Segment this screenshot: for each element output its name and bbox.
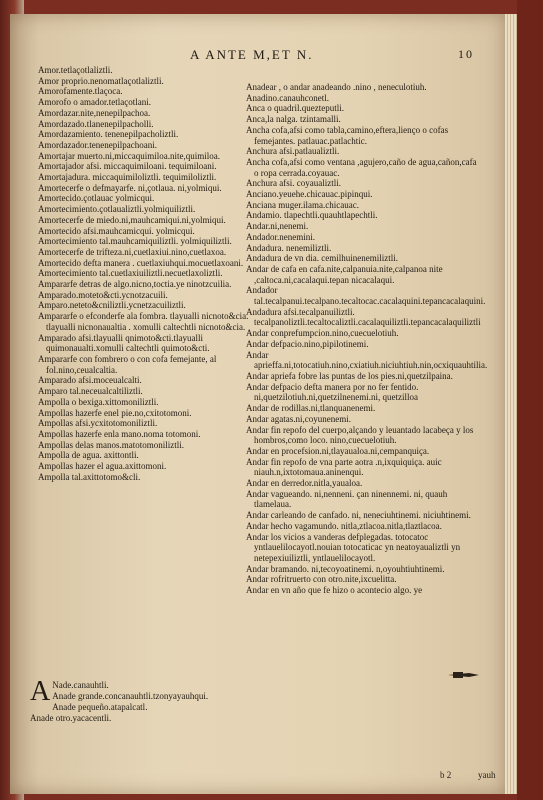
dictionary-entry: Amordazador.tenenepilpachoani. (38, 139, 157, 150)
dictionary-entry: Ampolla de agua. axittontli. (38, 450, 139, 461)
dictionary-entry: Amortecimiento tal.cuetlaxiuiliztli.necuetlaxoliztli. (38, 268, 223, 279)
dictionary-entry: Andar carleando de canfado. ni, neneciuhtinemi. niciuhtinemi. (246, 510, 471, 521)
pointing-hand-icon (447, 670, 481, 680)
dictionary-entry: Andar en procefsion.ni,tlayaualoa.ni,cempanquiça. (246, 445, 430, 456)
dictionary-entry: Amortecido afsi.mauhcamicqui. yolmicqui. (38, 225, 195, 236)
dictionary-entry: Andar en vn año que fe hizo o acontecio algo. ye (246, 585, 423, 596)
dictionary-entry: Andar.ni,nenemi. (246, 221, 309, 232)
dictionary-entry: Amortajadura. miccaquimiloliztli. tequimiloliztli. (38, 172, 217, 183)
dictionary-entry: Anade pequeño.atapalcatl. (52, 702, 148, 712)
dictionary-entry: Amortecerfe o defmayarfe. ni,çotlaua. ni,yolmiqui. (38, 182, 222, 193)
dictionary-entry: Amortecido defta manera . cuetlaxiuhqui.mocuetlaxoani. (38, 257, 244, 268)
dictionary-entry: Andadura afsi.tecalpanuiliztli. tecalpanoliztli.tecaltocaliztli.cacalaquiliztli.tepancacalaquiliztli (246, 306, 481, 328)
dictionary-entry: Amor proprio.nenomatlaçotlaliztli. (38, 75, 164, 86)
dictionary-entry: Amordazamiento. tenenepilpacholiztli. (38, 129, 179, 140)
dictionary-entry: Ampararfe con fombrero o con cofa femejante, al fol.nino,ceualcaltia. (38, 353, 217, 375)
dictionary-entry: Andamio. tlapechtli.quauhtlapechtli. (246, 210, 378, 221)
dictionary-entry: Amordazado.tlanenepilpacholli. (38, 118, 154, 129)
dictionary-entry: Anchura afsi.patlaualiztli. (246, 146, 340, 157)
dictionary-entry: Ampararfe o efconderfe ala fombra. tlayualli nicnoto&cia. tlayualli nicnonaualtia . xomulli caltechtli nicnoto&cia. (38, 311, 249, 332)
dictionary-entry: Amparado afsi.tlayualli qnimoto&cti.tlayualli quimonaualti.xomulli caltechtli quimoto&cti. (38, 332, 210, 354)
dictionary-entry: Amordazar.nite,nenepilpachoa. (38, 107, 151, 118)
dictionary-entry: Andar rofritruerto con otro.nite,ixcuelitta. (246, 574, 397, 585)
dictionary-entry: Ampollas hazer el agua.axittomoni. (38, 461, 167, 472)
dictionary-entry: Amorofamente.tlaçoca. (38, 86, 123, 97)
dictionary-entry: Ampollas afsi.ycxitotomoniliztli. (38, 418, 158, 429)
book-cover-edge (517, 0, 543, 800)
dictionary-entry: Andar apriefa fobre las puntas de los pies.ni,quetzilpaina. (246, 370, 453, 381)
dictionary-entry: Ampolla o bexiga.xittomoniliztli. (38, 396, 159, 407)
dictionary-entry: Anade otro.yacacentli. (30, 713, 112, 723)
dictionary-entry: Andar vagueando. ni,nenneni. çan ninennemi. ni, quauh tlamelaua. (246, 488, 448, 510)
dictionary-entry: Amortecimiento.çotlaualiztli.yolmiquiliztli. (38, 204, 196, 215)
dictionary-entry: Amparo.neteto&cniliztli.ycnetzacuiliztli. (38, 300, 186, 311)
dictionary-entry: Andar en derredor.nitla,yaualoa. (246, 478, 363, 489)
dictionary-entry: Andar de rodillas.ni,tlanquanenemi. (246, 403, 376, 414)
dictionary-entry: Andador.nenemini. (246, 231, 315, 242)
right-column (246, 82, 488, 596)
section-a-anade (30, 676, 268, 724)
drop-section-lines (30, 676, 268, 724)
dictionary-entry: Amorofo o amador.tetlaçotlani. (38, 97, 151, 108)
dictionary-entry: Amortajador afsi. miccaquimiloani. tequimiloani. (38, 161, 217, 172)
dictionary-entry: Ampollas hazerfe enla mano.noma totomoni. (38, 428, 201, 439)
dictionary-entry: Anadino.canauhconetl. (246, 92, 329, 103)
dictionary-entry: Andar defpacio.nino,pipilotinemi. (246, 338, 369, 349)
dictionary-entry: Andar hecho vagamundo. nitla,ztlacoa.nitla,tlaztlacoa. (246, 520, 442, 531)
dictionary-entry: Amortecido.çotlauac yolmicqui. (38, 193, 155, 204)
dictionary-entry: Anadear , o andar anadeando .nino , neneculotiuh. (246, 82, 427, 92)
running-title: A ANTE M,ET N. (190, 47, 314, 62)
dictionary-entry: Amortecimiento tal.mauhcamiquiliztli. yolmiquiliztli. (38, 236, 232, 247)
dictionary-entry: Amparo tal.neceualcaltiliztli. (38, 386, 143, 397)
dictionary-entry: Amortajar muerto.ni,miccaquimiloa.nite,quimiloa. (38, 150, 220, 161)
dictionary-entry: Andador tal.tecalpanui.tecalpano.tecaltocac.cacalaquini.tepancacalaquini. (246, 285, 486, 307)
dictionary-entry: Anca o quadril.quezteputli. (246, 103, 344, 114)
page-number: 10 (458, 47, 474, 61)
dictionary-entry: Andadura de vn dia. cemilhuinenemiliztli. (246, 253, 398, 264)
page-edges (505, 14, 517, 794)
dictionary-entry: Anade grande.concanauhtli.tzonyayauhqui. (52, 691, 209, 701)
dictionary-entry: Anciano.yeuehe.chicauac.pipinqui. (246, 189, 373, 200)
dictionary-entry: Andar bramando. ni,tecoyoatinemi. n,oyouhtiuhtinemi. (246, 563, 445, 574)
dictionary-entry: Amortecerfe de trifteza.ni,cuetlaxiui.nino,cuetlaxoa. (38, 246, 227, 257)
dictionary-entry: Andadura. nenemiliztli. (246, 242, 332, 253)
dictionary-entry: Ancha cofa,afsi como tabla,camino,eftera,lienço o cofas femejantes. patlauac.patlachtic. (246, 124, 449, 146)
dictionary-entry: Amortecerfe de miedo.ni,mauhcamiqui.ni,yolmiqui. (38, 214, 226, 225)
dictionary-entry: Nade.canauhtli. (52, 680, 109, 690)
dictionary-entry: Andar de cafa en cafa.nite,calpanuia.nite,calpanoa nite ,caltoca.ni,cacalaqui.tepan nicacalaqui. (246, 263, 443, 285)
dictionary-entry: Andar aprieffa.ni,totocatiuh.nino,cxiatiuh.niciuhtiuh.nin,ocxiquauhtilia. (246, 349, 488, 371)
dictionary-entry: Andar fin repofo del cuerpo,alçando y leuantado lacabeça y los hombros,como loco. nino,cuecuelotiuh. (246, 424, 474, 446)
dictionary-entry: Andar conprefumpcion.nino,cuecuelotiuh. (246, 328, 399, 339)
dictionary-entry: Andar los vicios a vanderas defplegadas. totocatoc yntlauelilocayotl.nouian totocaticac yn neatoyaualiztli yn netepexiuiliztli, yntlauelilocayotl. (246, 531, 461, 563)
dictionary-entry: Ampollas delas manos.matotomoniliztli. (38, 439, 184, 450)
catchword: yauh (478, 770, 496, 780)
dictionary-entry: Anciana muger.ilama.chicauac. (246, 199, 359, 210)
drop-cap: A (30, 676, 51, 707)
dictionary-entry: Amparado.moteto&cti.ycnotzacuili. (38, 289, 168, 300)
dictionary-entry: Andar defpacio defta manera por no fer fentido. ni,quetzilotiuh.ni,quetzilnenemi.ni, quetzilloa (246, 381, 419, 403)
dictionary-entry: Ampollas hazerfe enel pie.no,cxitotomoni. (38, 407, 192, 418)
dictionary-entry: Andar agatas.ni,coyunenemi. (246, 413, 351, 424)
dictionary-entry: Amor.tetlaçotlaliztli. (38, 65, 113, 75)
dictionary-entry: Anca,la nalga. tzintamalli. (246, 114, 341, 125)
left-column (38, 65, 264, 482)
dictionary-entry: Anchura afsi. coyaualiztli. (246, 178, 341, 189)
dictionary-entry: Ancha cofa,afsi como ventana ,agujero,caño de agua,cañon,cafa o ropa cerrada.coyauac. (246, 156, 477, 178)
dictionary-entry: Amparado afsi.moceualcalti. (38, 375, 142, 386)
signature-mark: b 2 (440, 770, 452, 780)
dictionary-entry: Ampolla tal.axittotomo&cli. (38, 471, 141, 482)
dictionary-entry: Ampararfe detras de algo.nicno,toctia.ye ninotzcuilia. (38, 279, 232, 290)
dictionary-entry: Andar fin repofo de vna parte aotra .n,ixquiquiça. auic niauh.n,ixtotomaua.aninenqui. (246, 456, 442, 478)
